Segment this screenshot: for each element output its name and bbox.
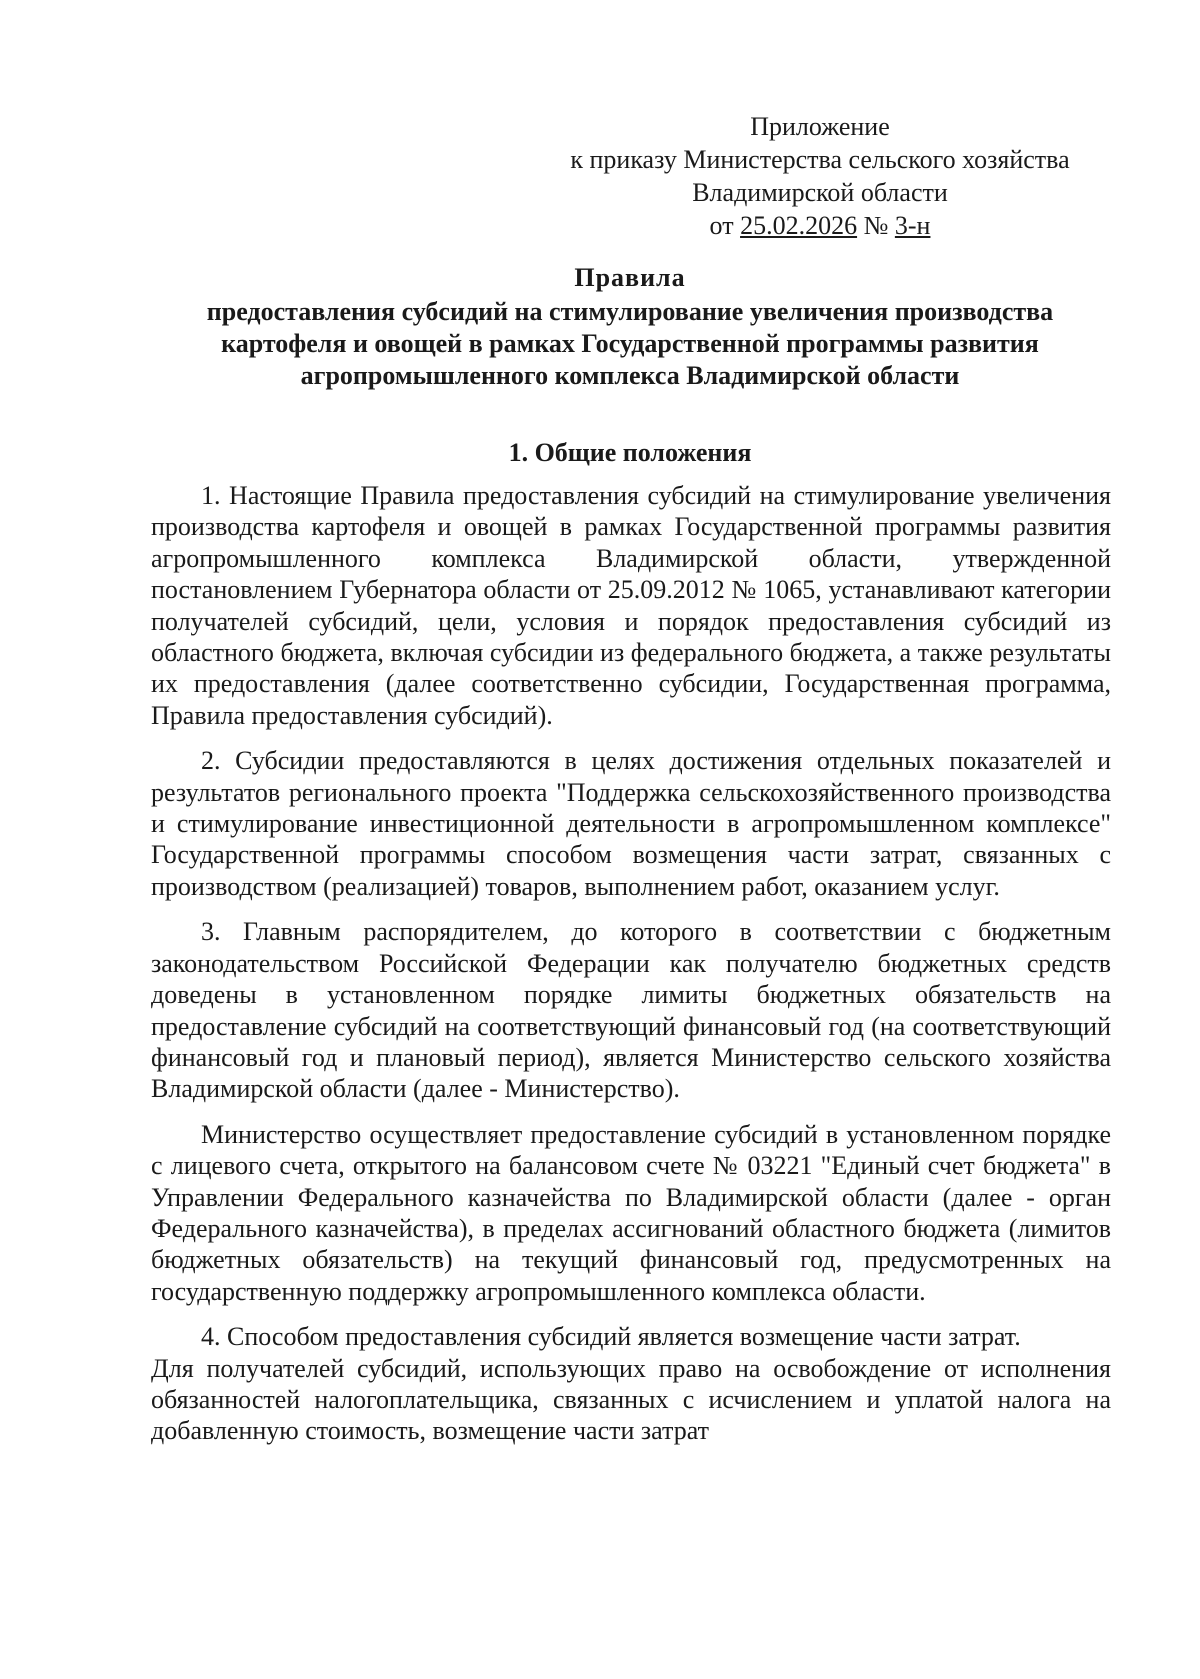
annex-title: Приложение [750,112,890,141]
title-word: Правила [574,263,686,292]
title-line-3: агропромышленного комплекса Владимирской области [300,361,960,390]
annex-number-sign: № [863,211,889,240]
body-text [151,480,1111,1461]
document-title [150,262,1110,392]
annex-order-ref: к приказу Министерства сельского хозяйства [570,145,1070,174]
paragraph-1: 1. Настоящие Правила предоставления субсидий на стимулирование увеличения производства картофеля и овощей в рамках Государственной программы развития агропромышленного комплекса Владимирской области, утвержденной постановлением Губернатора области от 25.09.2012 № 1065, устанавливают категории получателей субсидий, цели, условия и порядок предоставления субсидий из областного бюджета, включая субсидии из федерального бюджета, а также результаты их предоставления (далее соответственно субсидии, Государственная программа, Правила предоставления субсидий). [151,481,1111,730]
paragraph-6: Для получателей субсидий, использующих право на освобождение от исполнения обязанностей налогоплательщика, связанных с исчислением и уплатой налога на добавленную стоимость, возмещение части затрат [151,1353,1111,1446]
title-line-2: картофеля и овощей в рамках Государственной программы развития [221,329,1039,358]
paragraph-5: 4. Способом предоставления субсидий является возмещение части затрат. [201,1322,1021,1352]
paragraph-2: 2. Субсидии предоставляются в целях достижения отдельных показателей и результатов регионального проекта "Поддержка сельскохозяйственного производства и стимулирование инвестиционной деятельности в агропромышленном комплексе" Государственной программы способом возмещения части затрат, связанных с производством (реализацией) товаров, выполнением работ, оказанием услуг. [151,746,1111,901]
annex-number: 3-н [894,211,931,240]
annex-date-prefix: от [709,211,734,240]
annex-date-line [540,209,1100,242]
title-line-1: предоставления субсидий на стимулирование увеличения производства [206,297,1054,326]
paragraph-4: Министерство осуществляет предоставление субсидий в установленном порядке с лицевого счета, открытого на балансовом счете № 03221 "Единый счет бюджета" в Управлении Федерального казначейства по Владимирской области (далее - орган Федерального казначейства), в пределах ассигнований областного бюджета (лимитов бюджетных обязательств) на текущий финансовый год, предусмотренных на государственную поддержку агропромышленного комплекса области. [151,1119,1111,1306]
section-heading: 1. Общие положения [508,438,752,467]
annex-region: Владимирской области [692,178,948,207]
paragraph-3: 3. Главным распорядителем, до которого в соответствии с бюджетным законодательством Российской Федерации как получателю бюджетных средств доведены в установленном порядке лимиты бюджетных обязательств на предоставление субсидий на соответствующий финансовый год (на соответствующий финансовый год и плановый период), является Министерство сельского хозяйства Владимирской области (далее - Министерство). [151,917,1111,1104]
annex-header [540,110,1100,242]
annex-date: 25.02.2026 [740,211,858,240]
